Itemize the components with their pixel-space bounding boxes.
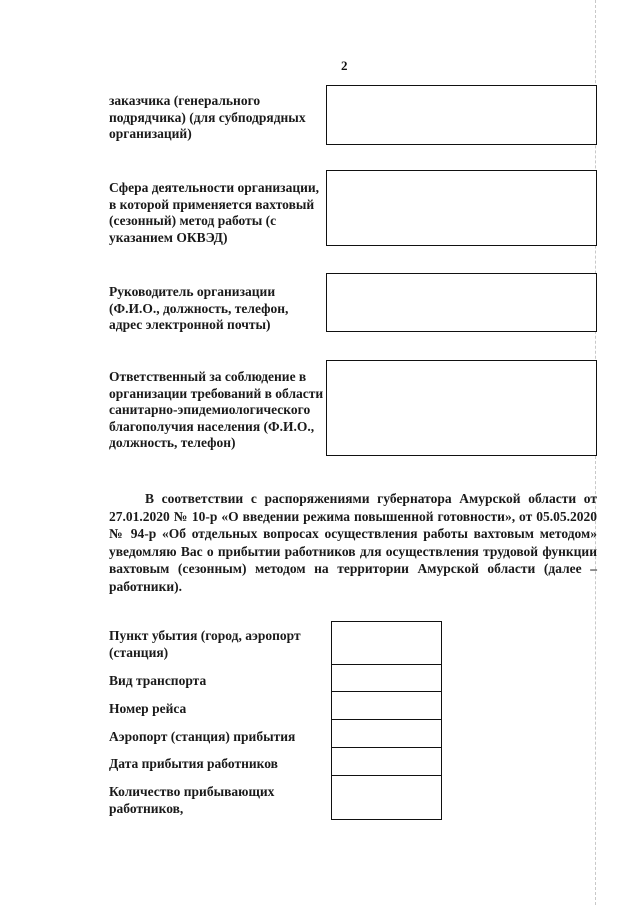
input-box-activity-sphere[interactable] [326, 170, 597, 246]
label-workers-count: Количество прибывающих работников, [109, 784, 275, 816]
label-departure-point: Пункт убытия (город, аэропорт (станция) [109, 628, 301, 660]
label-responsible-person: Ответственный за соблюдение в организации требований в области санитарно-эпидемиологического благополучия населения (Ф.И.О., должность, телефон) [109, 369, 324, 450]
page-number: 2 [341, 58, 348, 73]
label-contractor: заказчика (генерального подрядчика) (для субподрядных организаций) [109, 93, 306, 141]
cell-transport-type[interactable] [331, 664, 442, 692]
label-arrival-airport: Аэропорт (станция) прибытия [109, 729, 296, 744]
cell-arrival-date[interactable] [331, 747, 442, 776]
cell-arrival-airport[interactable] [331, 719, 442, 748]
cell-flight-number[interactable] [331, 691, 442, 720]
label-arrival-date: Дата прибытия работников [109, 756, 278, 771]
cell-departure-point[interactable] [331, 621, 442, 665]
label-flight-number: Номер рейса [109, 701, 187, 716]
cell-workers-count[interactable] [331, 775, 442, 820]
input-box-responsible-person[interactable] [326, 360, 597, 456]
label-head-of-organization: Руководитель организации (Ф.И.О., должность, телефон, адрес электронной почты) [109, 284, 289, 332]
notification-paragraph: В соответствии с распоряжениями губернатора Амурской области от 27.01.2020 № 10-р «О введении режима повышенной готовности», от 05.05.2020 № 94-р «Об отдельных вопросах осуществления работы вахтовым методом» уведомляю Вас о прибытии работников для осуществления трудовой функции вахтовым (сезонным) методом на территории Амурской области (далее – работники). [109, 491, 597, 594]
input-box-head-of-organization[interactable] [326, 273, 597, 332]
label-transport-type: Вид транспорта [109, 673, 207, 688]
label-activity-sphere: Сфера деятельности организации, в которой применяется вахтовый (сезонный) метод работы (с указанием ОКВЭД) [109, 180, 320, 245]
input-box-contractor[interactable] [326, 85, 597, 145]
